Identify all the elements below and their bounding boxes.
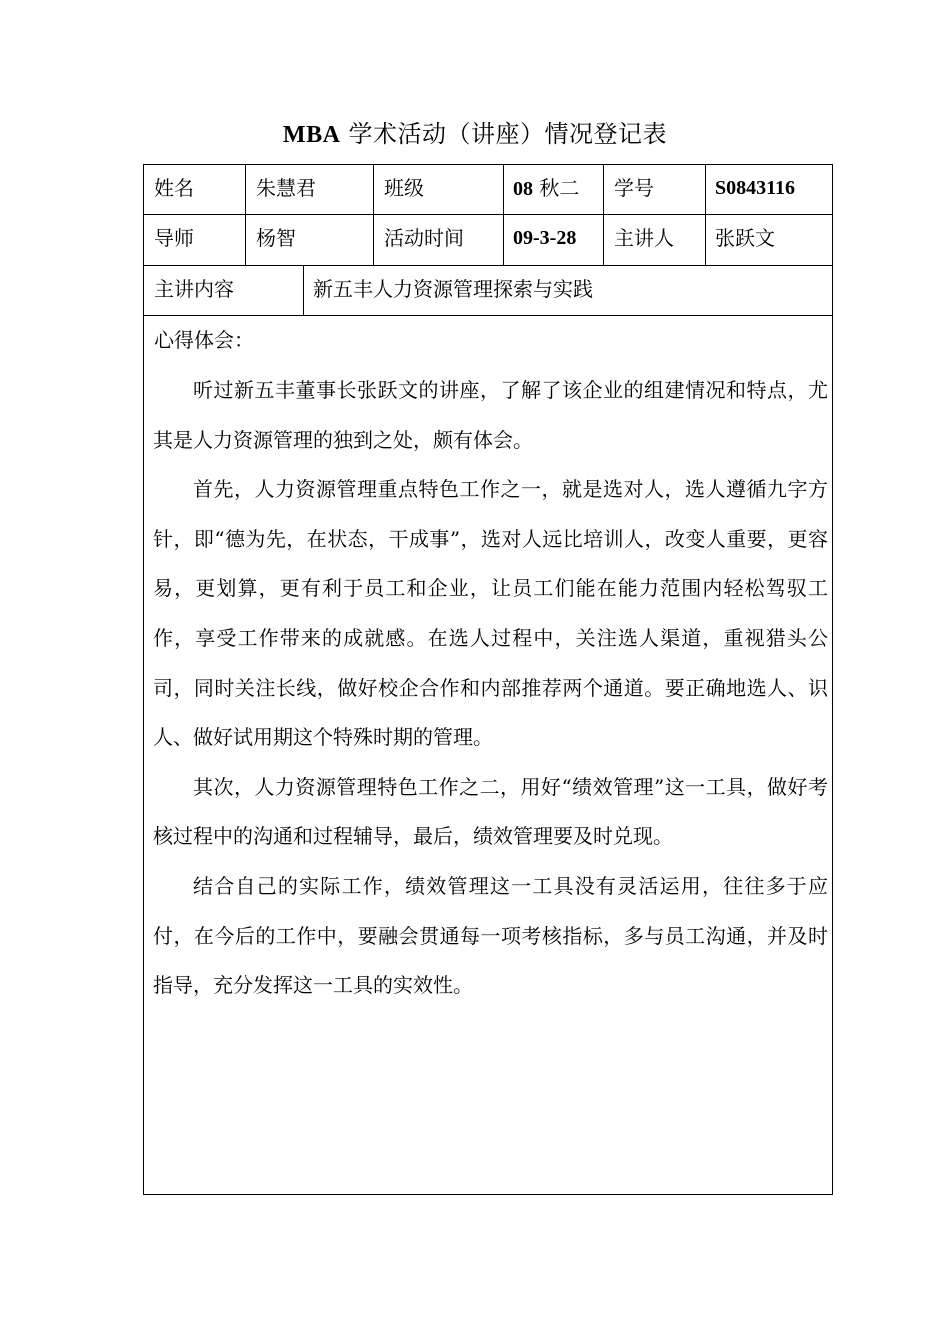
column-divider <box>245 165 246 265</box>
class-label: 班级 <box>384 176 424 200</box>
reflection-paragraph: 结合自己的实际工作，绩效管理这一工具没有灵活运用，往往多于应付，在今后的工作中，要融会贯通每一项考核指标，多与员工沟通，并及时指导，充分发挥这一工具的实效性。 <box>153 873 828 998</box>
column-divider <box>303 265 304 315</box>
class-value-number: 08 <box>513 178 533 200</box>
column-divider <box>603 165 604 265</box>
row-divider <box>144 265 832 266</box>
student-id-label: 学号 <box>614 176 654 200</box>
reflection-paragraph: 其次，人力资源管理特色工作之二，用好“绩效管理”这一工具，做好考核过程中的沟通和过程辅导，最后，绩效管理要及时兑现。 <box>153 774 828 849</box>
activity-time-label: 活动时间 <box>384 226 464 250</box>
reflection-body <box>153 366 828 1011</box>
advisor-value: 杨智 <box>256 226 296 250</box>
column-divider <box>373 165 374 265</box>
speaker-label: 主讲人 <box>614 226 674 250</box>
page-title <box>0 114 950 149</box>
topic-label: 主讲内容 <box>154 277 234 301</box>
row-divider <box>144 315 832 316</box>
activity-time-value: 09-3-28 <box>513 227 577 249</box>
student-id-value: S0843116 <box>715 177 796 199</box>
column-divider <box>705 165 706 265</box>
reflection-label: 心得体会： <box>154 328 254 352</box>
page-title-text: 学术活动（讲座）情况登记表 <box>340 120 668 148</box>
topic-value: 新五丰人力资源管理探索与实践 <box>313 277 593 301</box>
speaker-value: 张跃文 <box>715 226 775 250</box>
page-title-prefix: MBA <box>282 122 341 148</box>
reflection-paragraph: 首先，人力资源管理重点特色工作之一，就是选对人，选人遵循九字方针，即“德为先，在状态，干成事”，选对人远比培训人，改变人重要，更容易，更划算，更有利于员工和企业，让员工们能在能力范围内轻松驾驭工作，享受工作带来的成就感。在选人过程中，关注选人渠道，重视猎头公司，同时关注长线，做好校企合作和内部推荐两个通道。要正确地选人、识人、做好试用期这个特殊时期的管理。 <box>153 477 828 750</box>
row-divider <box>144 214 832 215</box>
class-value-text: 秋二 <box>533 176 580 200</box>
column-divider <box>503 165 504 265</box>
name-value: 朱慧君 <box>256 176 316 200</box>
reflection-paragraph: 听过新五丰董事长张跃文的讲座，了解了该企业的组建情况和特点，尤其是人力资源管理的独到之处，颇有体会。 <box>153 378 828 452</box>
advisor-label: 导师 <box>154 226 194 250</box>
registration-form-table <box>143 164 833 1195</box>
name-label: 姓名 <box>154 176 194 200</box>
class-value <box>513 176 579 201</box>
